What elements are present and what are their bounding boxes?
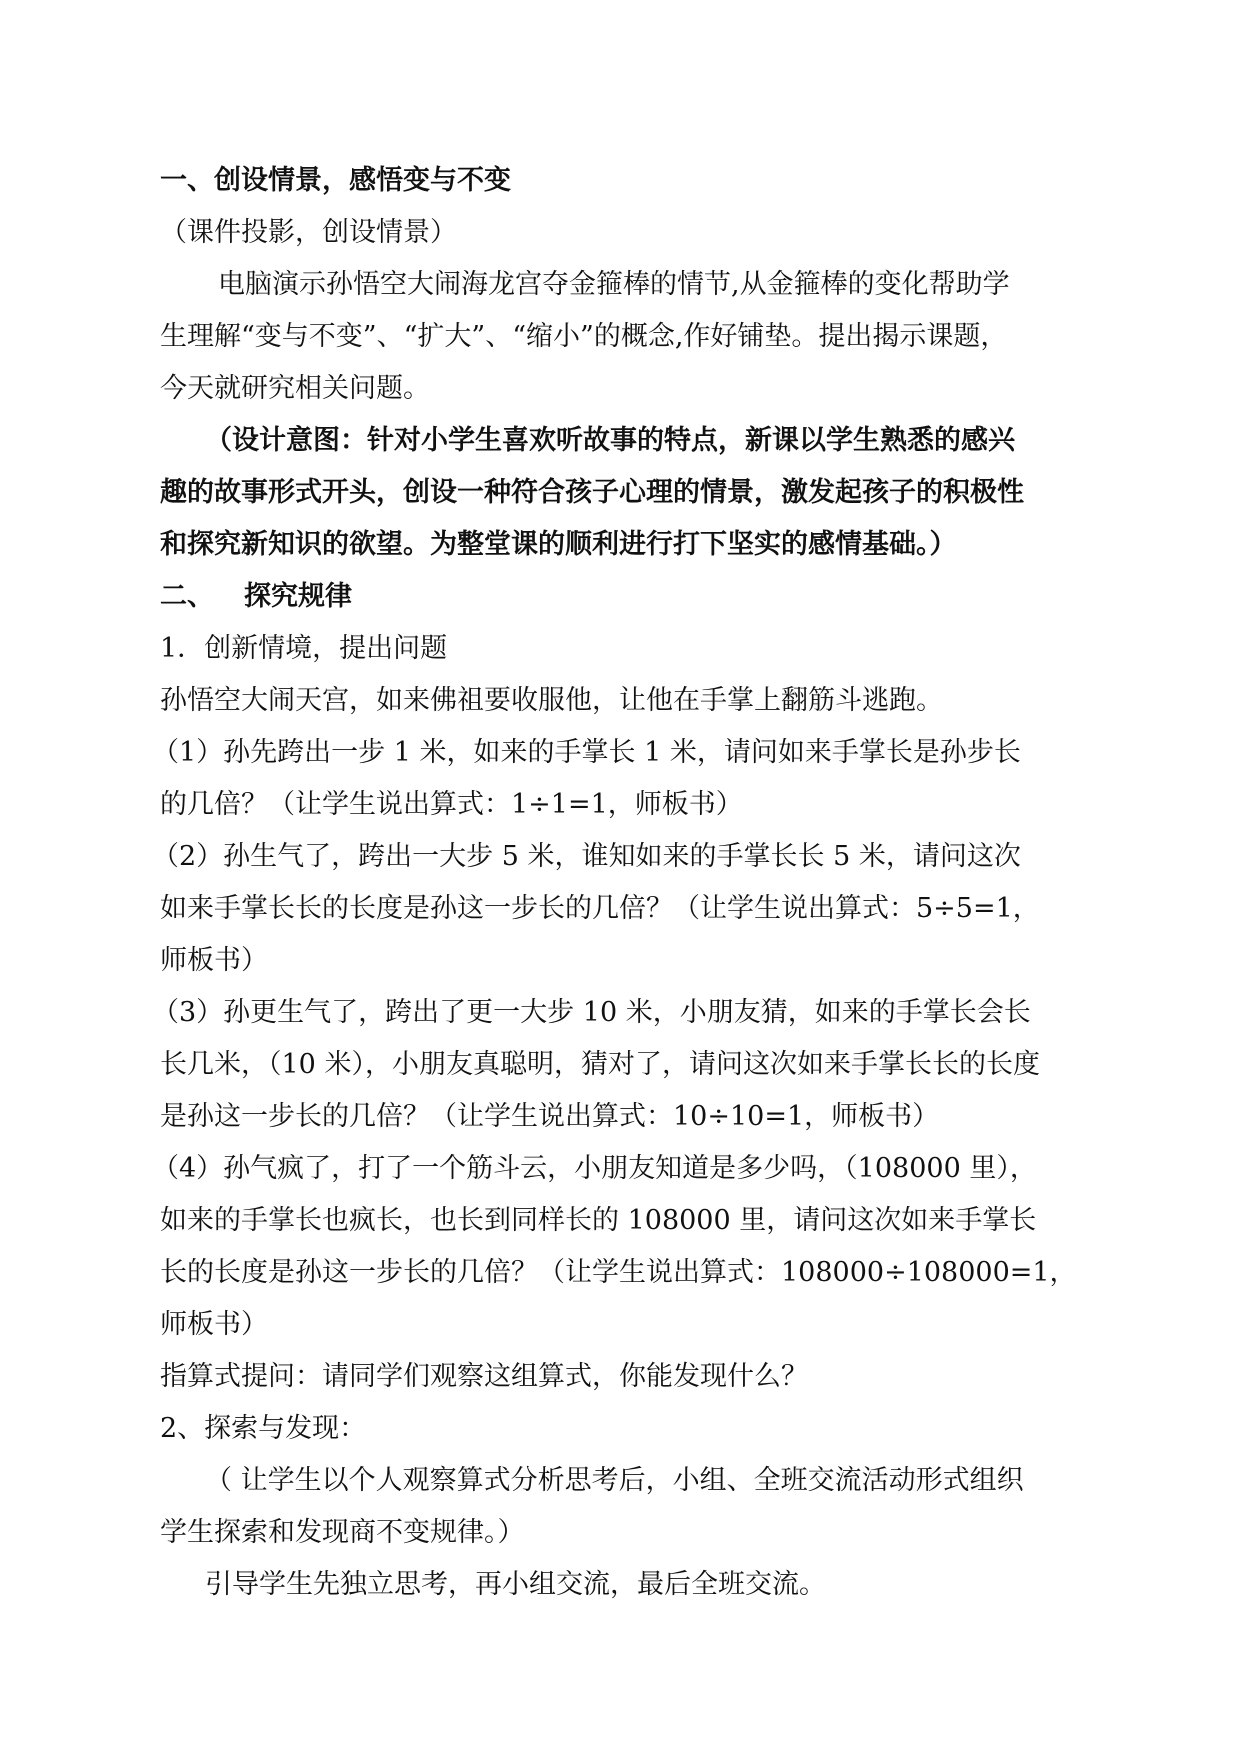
question-3-line: （3）孙更生气了，跨出了更一大步 10 米，小朋友猜，如来的手掌长会长: [152, 997, 1031, 1028]
question-4-line: 长的长度是孙这一步长的几倍？（让学生说出算式：108000÷108000=1，: [160, 1257, 1077, 1288]
question-1-line: 的几倍？（让学生说出算式：1÷1=1，师板书）: [160, 789, 743, 820]
question-4-line: 如来的手掌长也疯长，也长到同样长的 108000 里，请问这次如来手掌长: [160, 1205, 1037, 1236]
guide-text: 引导学生先独立思考，再小组交流，最后全班交流。: [205, 1569, 826, 1600]
section2-heading-number: 二、: [160, 581, 214, 612]
question-2-line: 如来手掌长长的长度是孙这一步长的几倍？（让学生说出算式：5÷5=1，: [160, 893, 1040, 924]
section1-para-line: 电脑演示孙悟空大闹海龙宫夺金箍棒的情节,从金箍棒的变化帮助学: [218, 269, 1010, 300]
section1-note: （课件投影，创设情景）: [160, 217, 457, 248]
question-4-line: 师板书）: [160, 1309, 268, 1340]
design-intent-line: 趣的故事形式开头，创设一种符合孩子心理的情景，激发起孩子的积极性: [160, 477, 1024, 508]
question-3-line: 是孙这一步长的几倍？（让学生说出算式：10÷10=1，师板书）: [160, 1101, 940, 1132]
section2-heading: [160, 571, 1090, 623]
section1-heading: 一、创设情景，感悟变与不变: [160, 165, 511, 196]
question-2-line: 师板书）: [160, 945, 268, 976]
section2-heading-text: 探究规律: [244, 581, 352, 612]
document-page: [152, 155, 1090, 1611]
design-intent-line: 和探究新知识的欲望。为整堂课的顺利进行打下坚实的感情基础。）: [160, 529, 957, 560]
story-intro: 孙悟空大闹天宫，如来佛祖要收服他，让他在手掌上翻筋斗逃跑。: [160, 685, 943, 716]
question-3-line: 长几米，（10 米），小朋友真聪明，猜对了，请问这次如来手掌长长的长度: [160, 1049, 1040, 1080]
question-1-line: （1）孙先跨出一步 1 米，如来的手掌长 1 米，请问如来手掌长是孙步长: [152, 737, 1021, 768]
question-4-line: （4）孙气疯了，打了一个筋斗云，小朋友知道是多少吗，（108000 里），: [152, 1153, 1037, 1184]
section1-para-line: 生理解“变与不变”、“扩大”、“缩小”的概念,作好铺垫。提出揭示课题，: [160, 321, 1008, 352]
subsection2-title: 2、探索与发现：: [160, 1413, 367, 1444]
question-2-line: （2）孙生气了，跨出一大步 5 米，谁知如来的手掌长长 5 米，请问这次: [152, 841, 1021, 872]
explore-line: （ 让学生以个人观察算式分析思考后，小组、全班交流活动形式组织: [205, 1465, 1024, 1496]
section1-para-line: 今天就研究相关问题。: [160, 373, 430, 404]
subsection1-title: 1．创新情境，提出问题: [160, 633, 448, 664]
explore-line: 学生探索和发现商不变规律。）: [160, 1517, 525, 1548]
observation-question: 指算式提问：请同学们观察这组算式，你能发现什么？: [160, 1361, 808, 1392]
design-intent-line: （设计意图：针对小学生喜欢听故事的特点，新课以学生熟悉的感兴: [205, 425, 1015, 456]
